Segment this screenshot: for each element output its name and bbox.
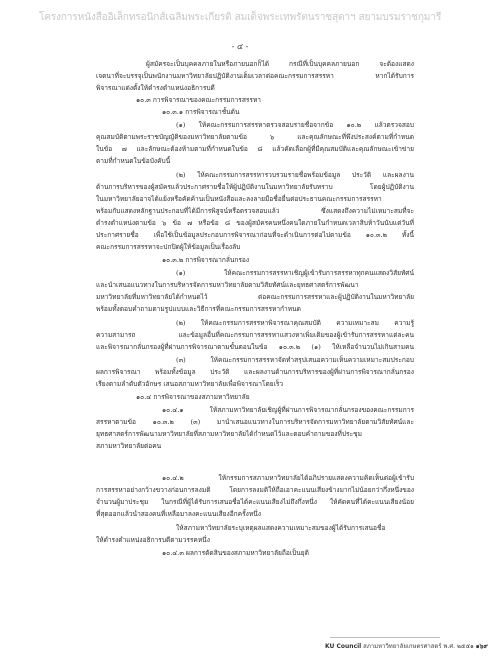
text-line: สรรหาตามข้อ ๑๐.๓.๒ (๓) มานำเสนอแนวทางในการบริหารจัดการมหาวิทยาลัยตามวิสัยทัศน์และ [96,418,414,426]
text-line: ที่สุดออกแล้วนำสองคนที่เหลือมาลงคะแนนเสียงอีกครั้งหนึ่ง [96,510,261,518]
text-line: คุณสมบัติตามพระราชบัญญัติของมหาวิทยาลัยตามข้อ ๖ และคุณลักษณะที่พึงประสงค์ตามที่กำหนด [96,133,414,141]
section-heading: ๑๐.๔ การพิจารณาของสภามหาวิทยาลัย [136,393,250,401]
text-line: เจตนาที่จะบรรจุเป็นพนักงานมหาวิทยาลัยปฏิบัติงานเต็มเวลาต่อคณะกรรมการสรรหา หากได้รับการ [96,72,414,80]
text-line: ตามที่กำหนดในข้อบังคับนี้ [96,157,171,165]
text-line: (๒) ให้คณะกรรมการสรรหารวบรวมรายชื่อพร้อมข้อมูล ประวัติ และผลงาน [176,171,414,179]
text-line: และนำเสนอแนวทางในการบริหารจัดการมหาวิทยาลัยตามวิสัยทัศน์และยุทธศาสตร์การพัฒนา [96,281,359,289]
text-line: (๒) ให้คณะกรรมการสรรหาพิจารณาคุณสมบัติ ความเหมาะสม ความรู้ [176,319,414,327]
subsection-heading: ๑๐.๔.๓ ผลการตัดสินของสภามหาวิทยาลัยถือเป็นยุติ [162,549,309,557]
text-line: ผลการพิจารณา พร้อมทั้งข้อมูล ประวัติ และผลงานด้านการบริหารของผู้ที่ผ่านการพิจารณากลั่นกรอง [96,368,414,376]
page-footer [325,641,488,651]
footer-org: KU Council [325,643,362,650]
page-marker: - ๔ - [231,42,249,51]
subsection-heading: ๑๐.๓.๑ การพิจารณาชั้นต้น [162,108,240,116]
text-line: คณะกรรมการสรรหาจะปกปิดผู้ให้ข้อมูลเป็นเรื่องลับ [96,243,241,251]
text-line: การสรรหาอย่างกว้างขวางก่อนการลงมติ โดยการลงมติให้ถือเอาคะแนนเสียงข้างมากไม่น้อยกว่ากึ่งหนึ่งของ [96,486,414,494]
text-line: ในมหาวิทยาลัยอาจได้แย้งหรือคัดค้านเป็นหนังสือและลงลายมือชื่อยื่นต่อประธานคณะกรรมการสรรหา [96,195,382,203]
subsection-heading: ๑๐.๓.๒ การพิจารณากลั่นกรอง [162,256,250,264]
text-line: เรียงตามลำดับตัวอักษร เสนอสภามหาวิทยาลัยเพื่อพิจารณาโดยเร็ว [96,380,284,388]
text-line: ๑๐.๔.๒ ให้กรรมการสภามหาวิทยาลัยได้อภิปรายแสดงความคิดเห็นต่อผู้เข้ารับ [162,474,414,482]
text-line: พร้อมกับแสดงหลักฐานประกอบที่ได้มีการพิสูจน์หรือตรวจสอบแล้ว ซึ่งแสดงถึงความไม่เหมาะสมที่จะ [96,207,414,215]
footer-divider [330,637,440,638]
text-line: ประกาศรายชื่อ เพื่อใช้เป็นข้อมูลประกอบการพิจารณาก่อนที่จะดำเนินการต่อไปตามข้อ ๑๐.๓.๒ ทั้งนี้ [96,231,414,239]
text-line: ให้ดำรงตำแหน่งอธิการบดีตามวรรคหนึ่ง [96,536,210,544]
text-line: (๑) ให้คณะกรรมการสรรหาเชิญผู้เข้ารับการสรรหาทุกคนแสดงวิสัยทัศน์ [176,269,414,277]
text-line: จำนวนผู้มาประชุม ในกรณีที่ผู้ได้รับการเสนอชื่อได้คะแนนเสียงไม่ถึงกึ่งหนึ่ง ให้คัดคนที่ได้คะแนนเสียงน้อย [96,498,414,506]
text-line: ผู้สมัครจะเป็นบุคคลภายในหรือภายนอกก็ได้ กรณีที่เป็นบุคคลภายนอก จะต้องแสดง [146,60,414,68]
text-line: ในข้อ ๗ และลักษณะต้องห้ามตามที่กำหนดในข้อ ๘ แล้วคัดเลือกผู้ที่มีคุณสมบัติและคุณลักษณะเข้าข่าย [96,145,414,153]
footer-page-number: ๑๖๙ [475,643,488,650]
text-line: ด้านการบริหารของผู้สมัครแล้วประกาศรายชื่อให้ผู้ปฏิบัติงานในมหาวิทยาลัยรับทราบ โดยผู้ปฏิบัติงาน [96,183,414,191]
text-line: มหาวิทยาลัยที่มหาวิทยาลัยได้กำหนดไว้ ต่อคณะกรรมการสรรหาและผู้ปฏิบัติงานในมหาวิทยาลัย [96,293,414,301]
text-line: ให้สภามหาวิทยาลัยระบุเหตุผลแสดงความเหมาะสมของผู้ได้รับการเสนอชื่อ [176,524,386,532]
text-line: พิจารณาแต่งตั้งให้ดำรงตำแหน่งอธิการบดี [96,84,215,92]
text-line: ความสามารถ และข้อมูลอื่นที่คณะกรรมการสรรหาแสวงหาเพิ่มเติมของผู้เข้ารับการสรรหาแต่ละคน [96,331,414,339]
text-line: พร้อมทั้งตอบคำถามตามรูปแบบและวิธีการที่คณะกรรมการสรรหากำหนด [96,305,301,313]
running-header: โครงการหนังสืออิเล็กทรอนิกส์เฉลิมพระเกียรติ สมเด็จพระเทพรัตนราชสุดาฯ สยามบรมราชกุมารี [38,12,442,23]
footer-text: สภามหาวิทยาลัยเกษตรศาสตร์ พ.ศ. ๒๕๕๑ [363,643,474,650]
text-line: ยุทธศาสตร์การพัฒนามหาวิทยาลัยที่สภามหาวิทยาลัยได้กำหนดไว้และตอบคำถามของที่ประชุม [96,430,362,438]
section-heading: ๑๐.๓ การพิจารณาของคณะกรรมการสรรหา [136,96,261,104]
text-line: ดำรงตำแหน่งตามข้อ ๖ ข้อ ๗ หรือข้อ ๘ ของผู้สมัครคนหนึ่งคนใดภายในกำหนดเวลาสิบห้าวันนับแต่วันที่ [96,219,414,227]
text-line: และพิจารณากลั่นกรองผู้ที่ผ่านการพิจารณาตามขั้นตอนในข้อ ๑๐.๓.๒ (๑) ให้เหลือจำนวนไม่เกินสามคน [96,343,414,351]
text-line: สภามหาวิทยาลัยต่อคน [96,442,162,450]
text-line: (๑) ให้คณะกรรมการสรรหาตรวจสอบรายชื่อจากข้อ ๑๐.๒ แล้วตรวจสอบ [176,121,414,129]
text-line: ๑๐.๔.๑ ให้สภามหาวิทยาลัยเชิญผู้ที่ผ่านการพิจารณากลั่นกรองของคณะกรรมการ [162,406,414,414]
text-line: (๓) ให้คณะกรรมการสรรหาจัดทำสรุปเสนอความเห็นความเหมาะสมประกอบ [176,356,414,364]
